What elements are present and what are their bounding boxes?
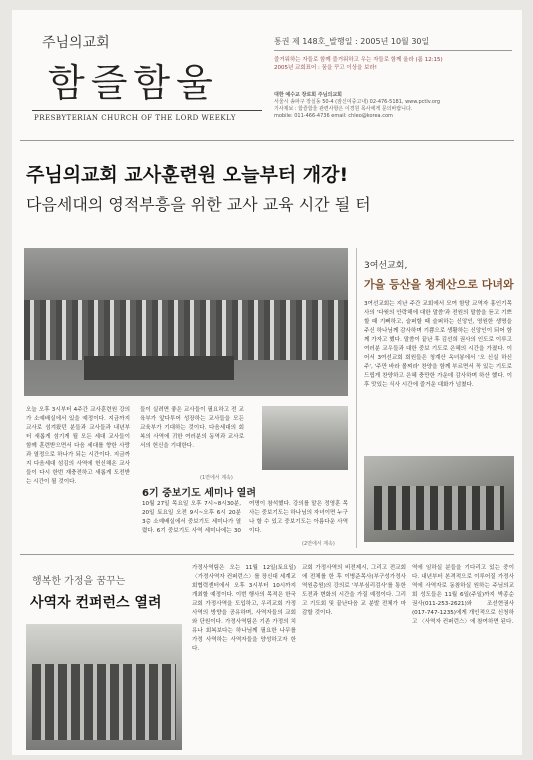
lower-divider <box>20 554 514 555</box>
side-headline <box>364 276 514 292</box>
teacher-training-photo <box>24 248 348 396</box>
motto-line: 2005년 교회표어 : 꿈을 꾸고 이상을 보라! <box>274 65 377 71</box>
english-title: PRESBYTERIAN CHURCH OF THE LORD WEEKLY <box>34 114 236 122</box>
header-divider <box>20 140 514 141</box>
piano-silhouette <box>84 356 234 380</box>
info-line: 대한 예수교 장로회 주님의교회 <box>274 92 343 98</box>
verse-block <box>274 56 514 72</box>
seminar-photo <box>262 406 348 470</box>
newspaper-title: 함즐함울 <box>48 61 219 105</box>
main-subhead: 다음세대의 영적부흥을 위한 교사 교육 시간 될 터 <box>26 195 371 214</box>
audience-crowd <box>24 300 348 360</box>
main-body-left: 오늘 오후 3시부터 4주간 교사훈련원 강의가 소예배실에서 있을 예정이다. 지금까지 교사로 섬겨왔던 분들과 교사들과 내년부터 새롭게 섬기게 될 모든 세대 교사들이 함께 훈련받으면서 다음 세대를 향한 사랑과 열정으로 하나가 되는 시간이다. 지금까지 다음세대 섬김의 사역에 헌신해온 교사들이 다시 한번 재충전하고 새롭게 도전받는 시간이 될 것이다. <box>26 407 130 485</box>
seminar-caption: (2면에서 계속) <box>302 541 335 547</box>
main-caption: (1면에서 계속) <box>200 475 233 481</box>
main-headline: 주님의교회 교사훈련원 오늘부터 개강! <box>26 164 349 186</box>
lower-kicker: 행복한 가정을 꿈꾸는 <box>32 576 126 587</box>
side-body: 3여선교회는 지난 주간 교회에서 모여 함당 교역자 홍인기목사의 '다윗의 안락해에 대한 말씀'과 전원의 말씀을 듣고 기쁘할 때 기뻐하고, 슬퍼할 때 슬퍼하는 신앙인, 영원한 생명을 주신 하나님께 감사하며 기쁨으로 생활하는 신앙인이 되어 함께 가자고 했다. 말씀이 끝난 후 김선희 권사의 인도로 이루고 여러분 교우들과 대한 중보 기도로 은혜의 시간을 가졌다. 이어서 3여선교회 회원들은 청계산 옥녀봉에서 '오 신실 하신 주', '주만 바라 볼찌라' 찬양을 함께 부르면서 꼭 있는 기도로드립게 찬양하고 은혜 충만한 가운데 감사하며 하산 했다. 이후 맛있는 식사 시간에 즐거운 대화가 넘쳤다. <box>364 301 512 388</box>
verse-line: 즐거워하는 자들로 함께 즐거워하고 우는 자들로 함께 울라 (롬 12:15) <box>274 57 443 63</box>
church-info <box>274 92 514 120</box>
info-line: 서울시 송파구 장실동 50-4 (잠신여중고내) 02-476-5181, www.pctlv.org <box>274 99 441 105</box>
main-body-mid: 들이 실려면 좋은 교사들이 필요하고 전 교육부가 앞다투어 성장하는 교사들을 모든 교육부가 기대하는 것이다. 다음세대의 회복의 사역에 귀한 여러분의 동역과 교사로서의 헌신을 기대한다. <box>140 407 244 449</box>
column-divider <box>356 248 357 548</box>
side-kicker: 3여선교회, <box>364 261 408 271</box>
group-people <box>32 664 176 740</box>
church-name: 주님의교회 <box>42 35 110 51</box>
hiking-photo <box>364 456 514 542</box>
side-headline-text: 가을 등산을 청계산으로 다녀와 <box>364 278 514 291</box>
lower-col-1: 가정사역팀은 오는 11월 12일(토요일) 〈가정사역자 컨퍼런스〉를 장신대 세계교회협력센터에서 오후 3시부터 10시까지 개최할 예정이다. 이번 행사의 목적은 한국교회 가정사역을 도입하고, 우리교회 가정사역의 방향을 공유하며, 사역자들의 교회와 단원이다. 가정사역팀은 기존 가정의 치유나 회복보다는 하나님께 필요한 나무를 가정 사역하는 사역자들을 양성하고자 한다. <box>192 565 296 652</box>
conference-group-photo <box>26 624 182 750</box>
hikers-group <box>374 486 504 530</box>
lower-col-2: 교회 가정사역의 비전제시, 그리고 전교회에 전체를 한 후 이병준목사(부구성가정사역원총원)의 강의로 '부부심리검사'를 통한 도전과 변화의 시간을 가질 예정이다. 그리고 기도회 및 끝난다음 교 분발 전체가 마감할 것이다. <box>302 565 406 616</box>
issue-rule <box>274 50 512 51</box>
masthead-rule <box>32 110 262 111</box>
seminar-body: 10월 27일 목요일 오후 7시~8시30분, 20일 토요일 오전 9시~오후 6시 20분 3층 소예배실에서 중보기도 세미나가 열렸다. 6기 중보기도 사역 세미나에는 30여명이 참석했다. 강의를 맡은 정영훈 목사는 중보기도는 하나님의 자녀이면 누구나 할 수 있고 중보기도는 아름다운 사역이다. <box>142 501 348 534</box>
lower-col-3: 역에 임하실 분들을 기다리고 있는 중이다. 내년부터 본격적으로 이루어질 가정사역에 사역자로 동참하실 원하는 주님의교회 성도들은 11월 6일(주일)까지 박종순권사(011-253-2621)와 조선현권사(017-747-1235)에게 개인적으로 신청하고 〈사역자 컨퍼런스〉에 참여하면 된다. <box>412 565 514 625</box>
info-line: mobile: 011-466-4736 email: chleo@korea.com <box>274 113 393 119</box>
lower-headline: 사역자 컨퍼런스 열려 <box>30 595 162 611</box>
issue-line: 통권 제 148호_발행일 : 2005년 10월 30일 <box>274 37 430 46</box>
newspaper-page <box>12 10 522 755</box>
seminar-headline: 6기 중보기도 세미나 열려 <box>142 488 257 499</box>
info-line: 기사제보 : 함즐함울 관련사항은 이경원 목사에게 문의바랍니다. <box>274 106 413 112</box>
